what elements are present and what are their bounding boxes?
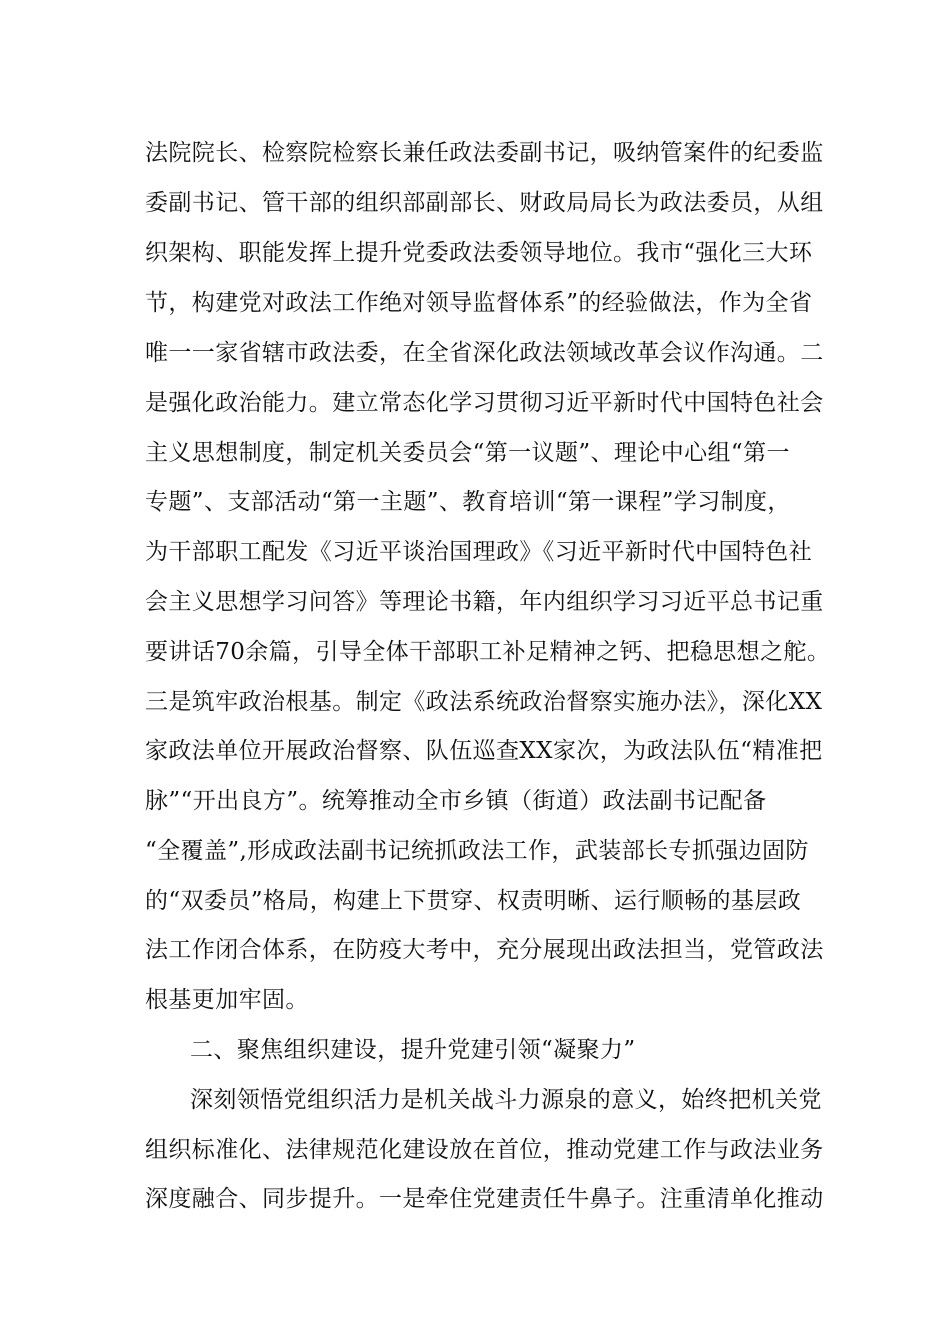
section-heading: 二、聚焦组织建设，提升党建引领“凝聚力” bbox=[190, 1037, 636, 1063]
text-line: 的“双委员”格局，构建上下贯穿、权责明晰、运行顺畅的基层政 bbox=[145, 888, 802, 914]
text-line: 主义思想制度，制定机关委员会“第一议题”、理论中心组“第一 bbox=[145, 440, 790, 466]
text-line: 组织标准化、法律规范化建设放在首位，推动党建工作与政法业务 bbox=[145, 1137, 824, 1163]
text-line: 法院院长、检察院检察长兼任政法委副书记，吸纳管案件的纪委监 bbox=[145, 140, 824, 166]
text-line: “全覆盖”,形成政法副书记统抓政法工作，武装部长专抓强边固防 bbox=[145, 838, 809, 864]
text-line: 节，构建党对政法工作绝对领导监督体系”的经验做法，作为全省 bbox=[145, 290, 813, 316]
text-line: 脉”“开出良方”。统筹推动全市乡镇（街道）政法副书记配备 bbox=[145, 788, 767, 814]
text-line: 要讲话70余篇，引导全体干部职工补足精神之钙、把稳思想之舵。 bbox=[145, 639, 831, 665]
text-line: 根基更加牢固。 bbox=[145, 987, 309, 1013]
text-line: 法工作闭合体系，在防疫大考中，充分展现出政法担当，党管政法 bbox=[145, 937, 824, 963]
text-line: 深度融合、同步提升。一是牵住党建责任牛鼻子。注重清单化推动 bbox=[145, 1186, 824, 1212]
text-line: 家政法单位开展政治督察、队伍巡查XX家次，为政法队伍“精准把 bbox=[145, 738, 823, 764]
text-line: 三是筑牢政治根基。制定《政法系统政治督察实施办法》，深化XX bbox=[145, 689, 823, 715]
text-line: 是强化政治能力。建立常态化学习贯彻习近平新时代中国特色社会 bbox=[145, 390, 824, 416]
text-line: 委副书记、管干部的组织部副部长、财政局局长为政法委员，从组 bbox=[145, 190, 824, 216]
text-line: 深刻领悟党组织活力是机关战斗力源泉的意义，始终把机关党 bbox=[190, 1087, 822, 1113]
text-line: 会主义思想学习问答》等理论书籍，年内组织学习习近平总书记重 bbox=[145, 589, 824, 615]
text-line: 织架构、职能发挥上提升党委政法委领导地位。我市“强化三大环 bbox=[145, 240, 813, 266]
text-line: 专题”、支部活动“第一主题”、教育培训“第一课程”学习制度， bbox=[145, 489, 791, 515]
text-line: 为干部职工配发《习近平谈治国理政》《习近平新时代中国特色社 bbox=[145, 539, 813, 565]
text-line: 唯一一家省辖市政法委，在全省深化政法领域改革会议作沟通。二 bbox=[145, 340, 824, 366]
